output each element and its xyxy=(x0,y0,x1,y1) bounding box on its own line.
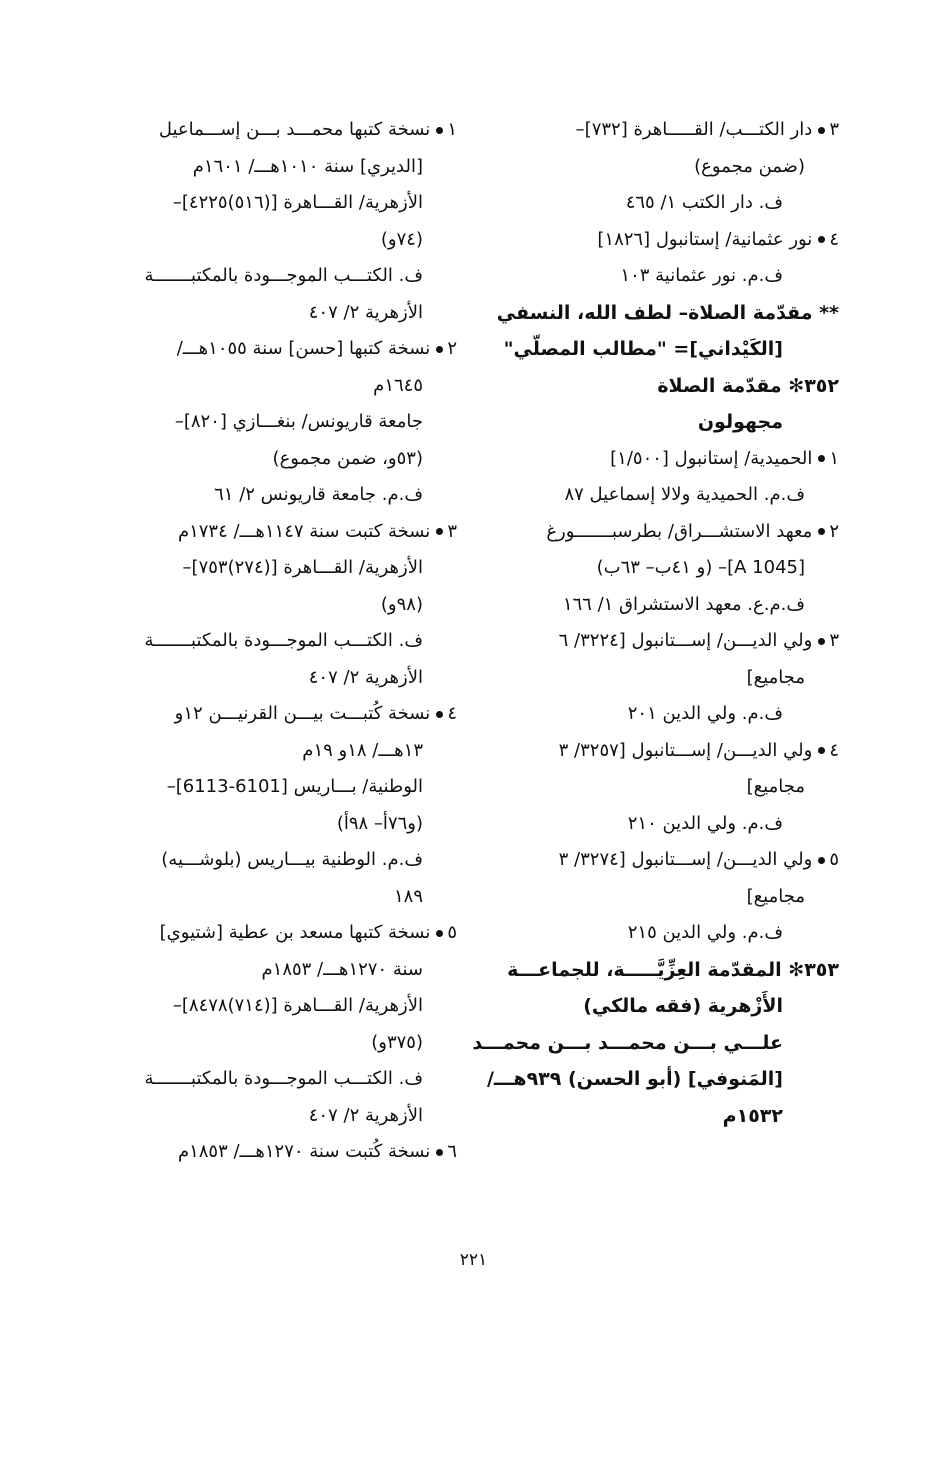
line-text: سنة ١٢٧٠هـــ/ ١٨٥٣م xyxy=(261,958,423,980)
line-text: ف.م. نور عثمانية ١٠٣ xyxy=(620,265,783,286)
bullet-icon xyxy=(436,127,443,134)
entry-number: ٣ xyxy=(447,520,457,542)
text-line xyxy=(504,222,839,259)
text-line xyxy=(504,952,839,989)
line-text: ف. الكتـــب الموجـــودة بالمكتبـــــــة xyxy=(144,1068,423,1089)
line-text: ** مقدّمة الصلاة– لطف الله، النسفي xyxy=(496,301,839,324)
text-line xyxy=(112,915,457,952)
line-text: [الديري] سنة ١٠١٠هـــ/ ١٦٠١م xyxy=(192,155,423,177)
line-text: ف. الكتـــب الموجـــودة بالمكتبـــــــة xyxy=(144,265,423,286)
line-text: ١٦٤٥م xyxy=(373,374,423,396)
text-line xyxy=(504,696,839,733)
line-text: ف. دار الكتب ١/ ٤٦٥ xyxy=(625,192,783,213)
text-line xyxy=(112,660,457,697)
text-line xyxy=(504,331,839,368)
line-text: نسخة كتبها [حسن] سنة ١٠٥٥هـــ/ xyxy=(176,338,431,359)
entry-number: ٥ xyxy=(447,922,457,943)
line-text: علـــي بـــن محمـــد بـــن محمـــد xyxy=(472,1031,783,1054)
text-line xyxy=(504,806,839,843)
bullet-icon xyxy=(436,346,443,353)
bullet-icon xyxy=(818,455,825,462)
line-text: نسخة كُتبـــت بيـــن القرنيـــن ١٢و xyxy=(174,703,431,724)
line-text: مجهولون xyxy=(697,411,783,433)
bullet-icon xyxy=(818,638,825,645)
line-text: ولي الديـــن/ إســـتانبول [٣٢٢٤/ ٦ xyxy=(558,630,813,651)
text-line xyxy=(112,1098,457,1135)
line-text: مجاميع] xyxy=(746,776,805,797)
text-line xyxy=(496,295,839,332)
entry-number: ٢ xyxy=(447,338,457,359)
bullet-icon xyxy=(436,930,443,937)
line-text: (و٧٦أ– ٩٨أ) xyxy=(336,812,423,834)
line-text: نسخة كُتبت سنة ١٢٧٠هـــ/ ١٨٥٣م xyxy=(177,1141,431,1162)
entry-number: ١ xyxy=(829,447,839,469)
text-line xyxy=(112,806,457,843)
bullet-icon xyxy=(818,747,825,754)
line-text: الأزهرية/ القـــاهرة [(٥١٦)٤٢٢٥]– xyxy=(172,192,423,213)
text-line xyxy=(112,331,457,368)
text-line xyxy=(112,1134,457,1171)
text-line xyxy=(112,842,457,879)
line-text: الأزهرية ٢/ ٤٠٧ xyxy=(308,666,423,688)
line-text: دار الكتـــب/ القـــــاهرة [٧٣٢]– xyxy=(575,119,813,140)
line-text: نسخة كتبها محمـــد بـــن إســـماعيل xyxy=(158,119,431,140)
text-line xyxy=(112,295,457,332)
line-text: الأَزْهرية (فقه مالكي) xyxy=(583,995,783,1017)
text-line xyxy=(112,185,457,222)
entry-number: ١ xyxy=(447,119,457,140)
entry-number: ٦ xyxy=(447,1141,457,1162)
text-line xyxy=(504,587,839,624)
entry-number: ٢ xyxy=(829,520,839,542)
line-text: الأزهرية/ القـــاهرة [(٢٧٤)٧٥٣]– xyxy=(182,557,423,578)
text-line xyxy=(112,1061,457,1098)
line-text: (٩٨و) xyxy=(380,593,423,615)
line-text: مجاميع] xyxy=(746,885,805,907)
text-line xyxy=(504,441,839,478)
line-text: نسخة كتبت سنة ١١٤٧هـــ/ ١٧٣٤م xyxy=(177,520,431,542)
text-line xyxy=(112,404,457,441)
text-line xyxy=(504,623,839,660)
entry-number: ٤ xyxy=(829,228,839,250)
text-line xyxy=(112,952,457,989)
line-text: معهد الاستشـــراق/ بطرسبـــــــورغ xyxy=(546,520,813,542)
line-text: [المَنوفي] (أبو الحسن) ٩٣٩هـــ/ xyxy=(486,1068,783,1090)
text-line xyxy=(112,222,457,259)
text-line xyxy=(504,112,839,149)
text-line xyxy=(112,696,457,733)
line-text: نسخة كتبها مسعد بن عطية [شتيوي] xyxy=(159,922,431,943)
line-text: الأزهرية/ القـــاهرة [(٧١٤)٨٤٧٨]– xyxy=(172,995,423,1016)
line-text: ١٨٩ xyxy=(393,885,423,907)
text-line xyxy=(112,368,457,405)
line-text: مجاميع] xyxy=(746,666,805,688)
line-text: ٣٥٢✻ مقدّمة الصلاة xyxy=(657,374,839,397)
line-text: الأزهرية ٢/ ٤٠٧ xyxy=(308,301,423,323)
line-text: (٥٣و، ضمن مجموع) xyxy=(272,447,423,469)
text-line xyxy=(504,915,839,952)
line-text: جامعة قاريونس/ بنغـــازي [٨٢٠]– xyxy=(174,411,423,432)
text-line xyxy=(504,185,839,222)
bullet-icon xyxy=(818,127,825,134)
line-text: الأزهرية ٢/ ٤٠٧ xyxy=(308,1104,423,1126)
text-line xyxy=(112,733,457,770)
text-line xyxy=(112,587,457,624)
line-text: ولي الديـــن/ إســـتانبول [٣٢٥٧/ ٣ xyxy=(558,739,813,761)
text-line xyxy=(112,623,457,660)
bullet-icon xyxy=(818,236,825,243)
text-line xyxy=(504,733,839,770)
text-line xyxy=(112,149,457,186)
line-text: [A 1045]– (و ٤١ب– ٦٣ب) xyxy=(596,557,805,578)
text-line xyxy=(504,1098,839,1135)
line-text: ١٥٣٢م xyxy=(722,1104,783,1127)
entry-number: ٥ xyxy=(829,849,839,870)
entry-number: ٣ xyxy=(829,119,839,140)
text-line xyxy=(486,1061,839,1098)
bullet-icon xyxy=(818,857,825,864)
entry-number: ٤ xyxy=(447,703,457,724)
page-number: ٢٢١ xyxy=(459,1250,488,1270)
line-text: ف.م. ولي الدين ٢١٠ xyxy=(627,812,783,834)
text-line xyxy=(112,769,457,806)
line-text: ف.م. ولي الدين ٢١٥ xyxy=(627,922,783,943)
line-text: (٧٤و) xyxy=(380,228,423,250)
text-line xyxy=(112,477,457,514)
text-line xyxy=(504,368,839,405)
text-line xyxy=(112,550,457,587)
left-column xyxy=(112,112,457,1171)
line-text: ف.م. ولي الدين ٢٠١ xyxy=(627,703,783,724)
line-text: ولي الديـــن/ إســـتانبول [٣٢٧٤/ ٣ xyxy=(558,849,813,870)
bullet-icon xyxy=(436,528,443,535)
bullet-icon xyxy=(436,711,443,718)
text-line xyxy=(112,441,457,478)
line-text: (٣٧٥و) xyxy=(371,1031,423,1053)
text-line xyxy=(504,769,839,806)
entry-number: ٣ xyxy=(829,630,839,651)
line-text: [الكَيْداني]= "مطالب المصلّي" xyxy=(503,338,783,360)
text-line xyxy=(504,258,839,295)
line-text: ف. الكتـــب الموجـــودة بالمكتبـــــــة xyxy=(144,630,423,651)
right-column xyxy=(472,112,839,1134)
text-line xyxy=(504,660,839,697)
line-text: (ضمن مجموع) xyxy=(694,155,805,177)
text-line xyxy=(112,1025,457,1062)
text-line xyxy=(504,477,839,514)
text-line xyxy=(504,404,839,441)
line-text: نور عثمانية/ إستانبول [١٨٢٦] xyxy=(597,228,813,250)
line-text: ف.م.ع. معهد الاستشراق ١/ ١٦٦ xyxy=(562,593,805,615)
text-line xyxy=(112,514,457,551)
bullet-icon xyxy=(436,1149,443,1156)
text-line xyxy=(112,988,457,1025)
text-line xyxy=(504,514,839,551)
line-text: ف.م. الوطنية بيـــاريس (بلوشـــيه) xyxy=(161,849,423,870)
text-line xyxy=(504,879,839,916)
line-text: الحميدية/ إستانبول [١/٥٠٠] xyxy=(610,447,813,469)
text-line xyxy=(472,1025,839,1062)
text-line xyxy=(112,112,457,149)
line-text: ٣٥٣✻ المقدّمة العِزِّيَّـــــة، للجماعـــة xyxy=(507,958,839,981)
text-line xyxy=(504,550,839,587)
text-line xyxy=(112,879,457,916)
text-line xyxy=(504,149,839,186)
text-line xyxy=(112,258,457,295)
bullet-icon xyxy=(818,528,825,535)
text-line xyxy=(504,842,839,879)
line-text: الوطنية/ بـــاريس [6101-6113]– xyxy=(166,776,423,797)
text-line xyxy=(504,988,839,1025)
entry-number: ٤ xyxy=(829,739,839,761)
line-text: ف.م. الحميدية ولالا إسماعيل ٨٧ xyxy=(564,484,805,505)
line-text: ١٣هـــ/ ١٨و ١٩م xyxy=(302,739,423,761)
line-text: ف.م. جامعة قاريونس ٢/ ٦١ xyxy=(214,484,423,505)
